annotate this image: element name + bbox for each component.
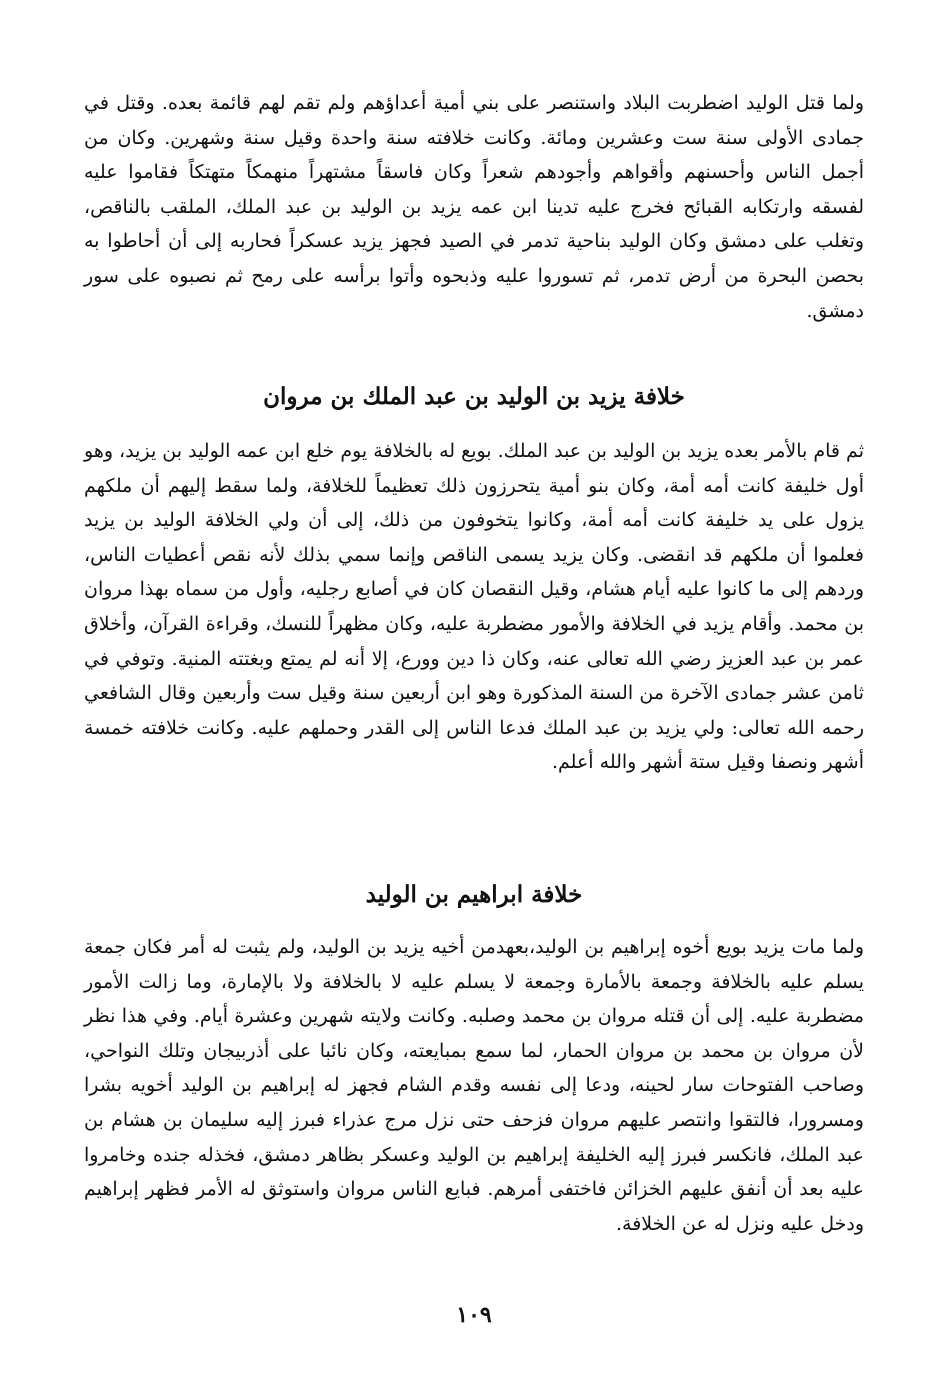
section-2 — [84, 434, 864, 780]
section-3 — [84, 930, 864, 1241]
heading-yazid-caliphate: خلافة يزيد بن الوليد بن عبد الملك بن مروان — [263, 383, 685, 410]
page-number: ١٠٩ — [456, 1302, 492, 1328]
section-1 — [84, 86, 864, 328]
paragraph-ibrahim-caliphate: ولما مات يزيد بويع أخوه إبراهيم بن الوليد،بعهدمن أخيه يزيد بن الوليد، ولم يثبت له أمر فكان جمعة يسلم عليه بالخلافة وجمعة بالأمارة وجمعة لا يسلم عليه لا بالخلافة ولا بالإمارة، وما زالت الأمور مضطربة عليه. إلى أن قتله مروان بن محمد وصلبه. وكانت ولايته شهرين وعشرة أيام. وفي هذا نظر لأن مروان بن محمد بن مروان الحمار، لما سمع بمبايعته، وكان نائبا على أذربيجان وتلك النواحي، وصاحب الفتوحات سار لحينه، ودعا إلى نفسه وقدم الشام فجهز له إبراهيم بن الوليد أخويه بشرا ومسرورا، فالتقوا وانتصر عليهم مروان فزحف حتى نزل مرج عذراء فبرز إليه سليمان بن هشام بن عبد الملك، فانكسر فبرز إليه الخليفة إبراهيم بن الوليد وعسكر بظاهر دمشق، فخذله جنده وخامروا عليه بعد أن أنفق عليهم الخزائن فاختفى أمرهم. فبايع الناس مروان واستوثق له الأمر فظهر إبراهيم ودخل عليه ونزل له عن الخلافة. — [84, 936, 864, 1235]
paragraph-walid-death: ولما قتل الوليد اضطربت البلاد واستنصر على بني أمية أعداؤهم ولم تقم لهم قائمة بعده. وقتل في جمادى الأولى سنة ست وعشرين ومائة. وكانت خلافته سنة واحدة وقيل سنة وشهرين. وكان من أجمل الناس وأحسنهم وأقواهم وأجودهم شعراً وكان فاسقاً مشتهراً منهمكاً متهتكاً فقاموا عليه لفسقه وارتكابه القبائح فخرج عليه تدينا ابن عمه يزيد بن الوليد بن عبد الملك، الملقب بالناقص، وتغلب على دمشق وكان الوليد بناحية تدمر في الصيد فجهز يزيد عسكراً فحاربه إلى أن أحاطوا به بحصن البحرة من أرض تدمر، ثم تسوروا عليه وذبحوه وأتوا برأسه على رمح ثم نصبوه على سور دمشق. — [84, 92, 864, 322]
heading-ibrahim-caliphate: خلافة ابراهيم بن الوليد — [365, 881, 583, 908]
paragraph-yazid-caliphate: ثم قام بالأمر بعده يزيد بن الوليد بن عبد الملك. بويع له بالخلافة يوم خلع ابن عمه الوليد بن يزيد، وهو أول خليفة كانت أمه أمة، وكان بنو أمية يتحرزون ذلك تعظيماً للخلافة، ولما سقط إليهم أن ملكهم يزول على يد خليفة كانت أمه أمة، وكانوا يتخوفون من ذلك، إلى أن ولي الخلافة الوليد بن يزيد فعلموا أن ملكهم قد انقضى. وكان يزيد يسمى الناقص وإنما سمي بذلك لأنه نقص أعطيات الناس، وردهم إلى ما كانوا عليه أيام هشام، وقيل النقصان كان في أصابع رجليه، وأول من سماه بهذا مروان بن محمد. وأقام يزيد في الخلافة والأمور مضطربة عليه، وكان مظهراً للنسك، وقراءة القرآن، وأخلاق عمر بن عبد العزيز رضي الله تعالى عنه، وكان ذا دين وورع، إلا أنه لم يمتع وبغتته المنية. وتوفي في ثامن عشر جمادى الآخرة من السنة المذكورة وهو ابن أربعين سنة وقيل ست وأربعين وقال الشافعي رحمه الله تعالى: ولي يزيد بن عبد الملك فدعا الناس إلى القدر وحملهم عليه. وكانت خلافته خمسة أشهر ونصفا وقيل ستة أشهر والله أعلم. — [84, 440, 864, 774]
